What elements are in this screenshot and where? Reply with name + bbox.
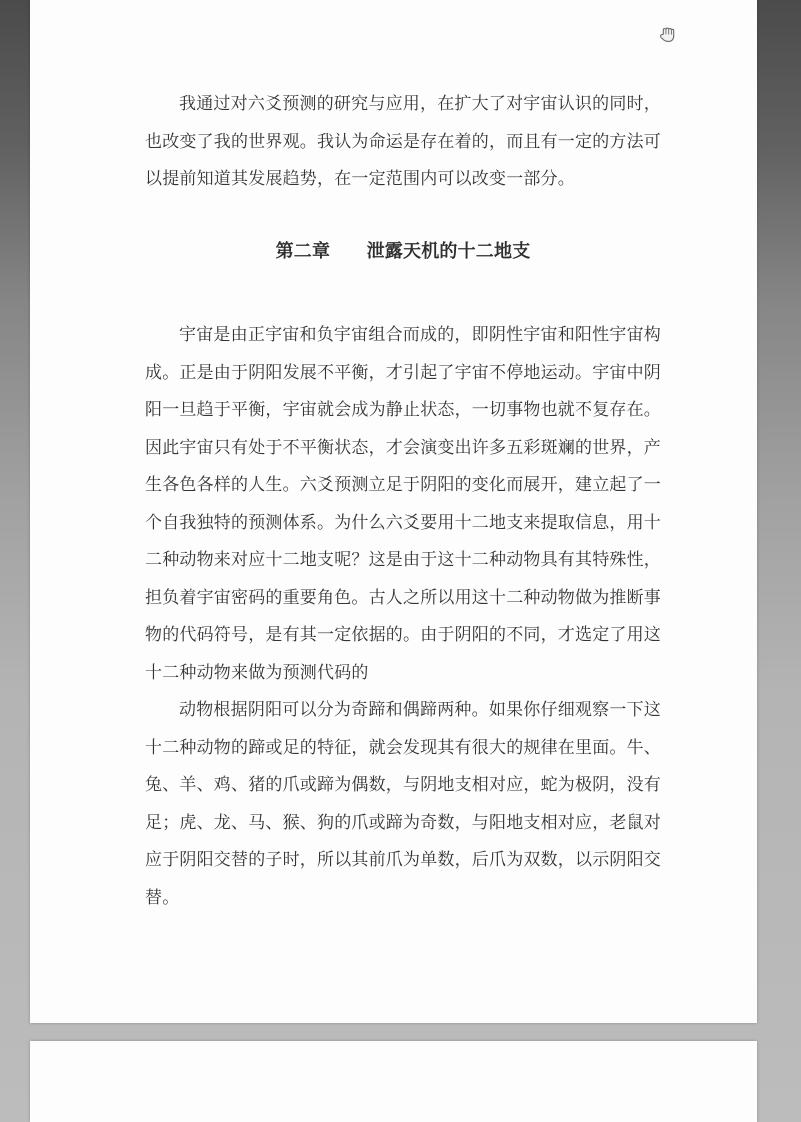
page-text-column [145,0,661,916]
chapter-heading: 第二章 泄露天机的十二地支 [275,240,531,261]
intro-paragraph: 我通过对六爻预测的研究与应用，在扩大了对宇宙认识的同时，也改变了我的世界观。我认为命运是存在着的，而且有一定的方法可以提前知道其发展趋势，在一定范围内可以改变一部分。 [145,94,661,188]
document-page[interactable] [30,0,757,1023]
body-paragraph: 宇宙是由正宇宙和负宇宙组合而成的，即阴性宇宙和阳性宇宙构成。正是由于阴阳发展不平衡，才引起了宇宙不停地运动。宇宙中阴阳一旦趋于平衡，宇宙就会成为静止状态，一切事物也就不复存在。因此宇宙只有处于不平衡状态，才会演变出许多五彩斑斓的世界，产生各色各样的人生。六爻预测立足于阴阳的变化而展开，建立起了一个自我独特的预测体系。为什么六爻要用十二地支来提取信息，用十二种动物来对应十二地支呢？这是由于这十二种动物具有其特殊性，担负着宇宙密码的重要角色。古人之所以用这十二种动物做为推断事物的代码符号，是有其一定依据的。由于阴阳的不同，才选定了用这十二种动物来做为预测代码的 [145,325,661,682]
grab-hand-cursor-icon [657,25,676,47]
body-paragraph: 动物根据阴阳可以分为奇蹄和偶蹄两种。如果你仔细观察一下这十二种动物的蹄或足的特征，就会发现其有很大的规律在里面。牛、兔、羊、鸡、猪的爪或蹄为偶数，与阴地支相对应，蛇为极阴，没有足；虎、龙、马、猴、狗的爪或蹄为奇数，与阳地支相对应，老鼠对应于阴阳交替的子时，所以其前爪为单数，后爪为双数，以示阴阳交替。 [145,700,661,907]
next-page-preview[interactable] [30,1041,757,1122]
